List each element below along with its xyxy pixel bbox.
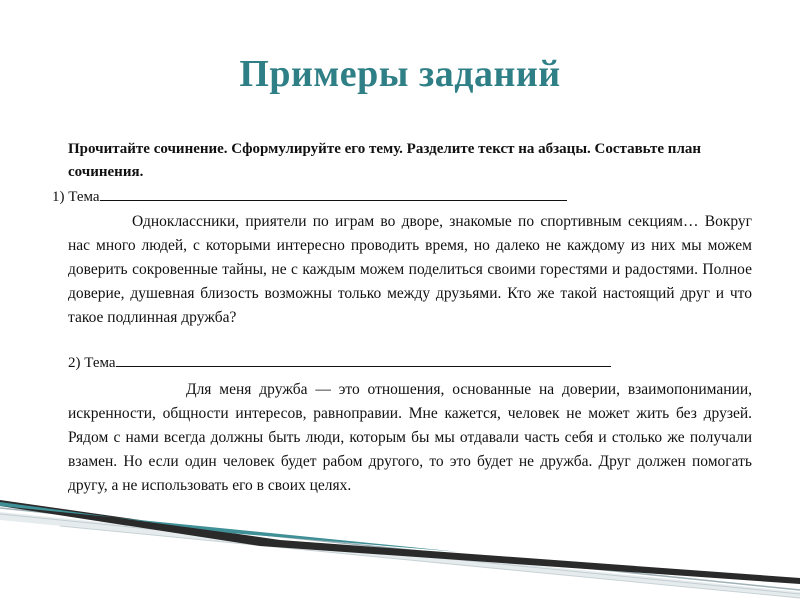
swoosh-dark-band: [0, 500, 800, 584]
swoosh-teal-band: [0, 502, 460, 552]
swoosh-line-1: [0, 508, 800, 590]
theme-blank-2: [116, 352, 611, 367]
theme-label-2: 2) Тема: [68, 355, 116, 371]
theme-line-1: [52, 186, 567, 209]
essay-paragraph-1: Одноклассники, приятели по играм во дворе, знакомые по спортивным секциям… Вокруг нас много людей, с которыми интересно проводить время, но далеко не каждому из них мы можем доверить сокровенные тайны, не с каждым можем поделиться своими горестями и радостями. Полное доверие, душевная близость возможны только между друзьями. Кто же такой настоящий друг и что такое подлинная дружба?: [68, 213, 752, 326]
slide-title: Примеры заданий: [239, 53, 561, 95]
task-instruction: Прочитайте сочинение. Сформулируйте его тему. Разделите текст на абзацы. Составьте план сочинения.: [68, 141, 702, 180]
theme-label-1: 1) Тема: [52, 189, 100, 205]
swoosh-line-2: [0, 514, 800, 594]
theme-line-2: [68, 352, 611, 375]
swoosh-line-3: [60, 526, 800, 598]
theme-blank-1: [100, 186, 567, 201]
essay-paragraph-2: Для меня дружба — это отношения, основанные на доверии, взаимопонимании, искренности, общности интересов, равноправии. Мне кажется, человек не может жить без друзей. Рядом с нами всегда должны быть люди, которым бы мы отдавали часть себя и столько же получали взамен. Но если один человек будет рабом другого, то это будет не дружба. Друг должен помогать другу, а не использовать его в своих целях.: [68, 381, 752, 494]
swoosh-light-band: [0, 512, 800, 600]
swoosh-white-band: [0, 520, 800, 600]
